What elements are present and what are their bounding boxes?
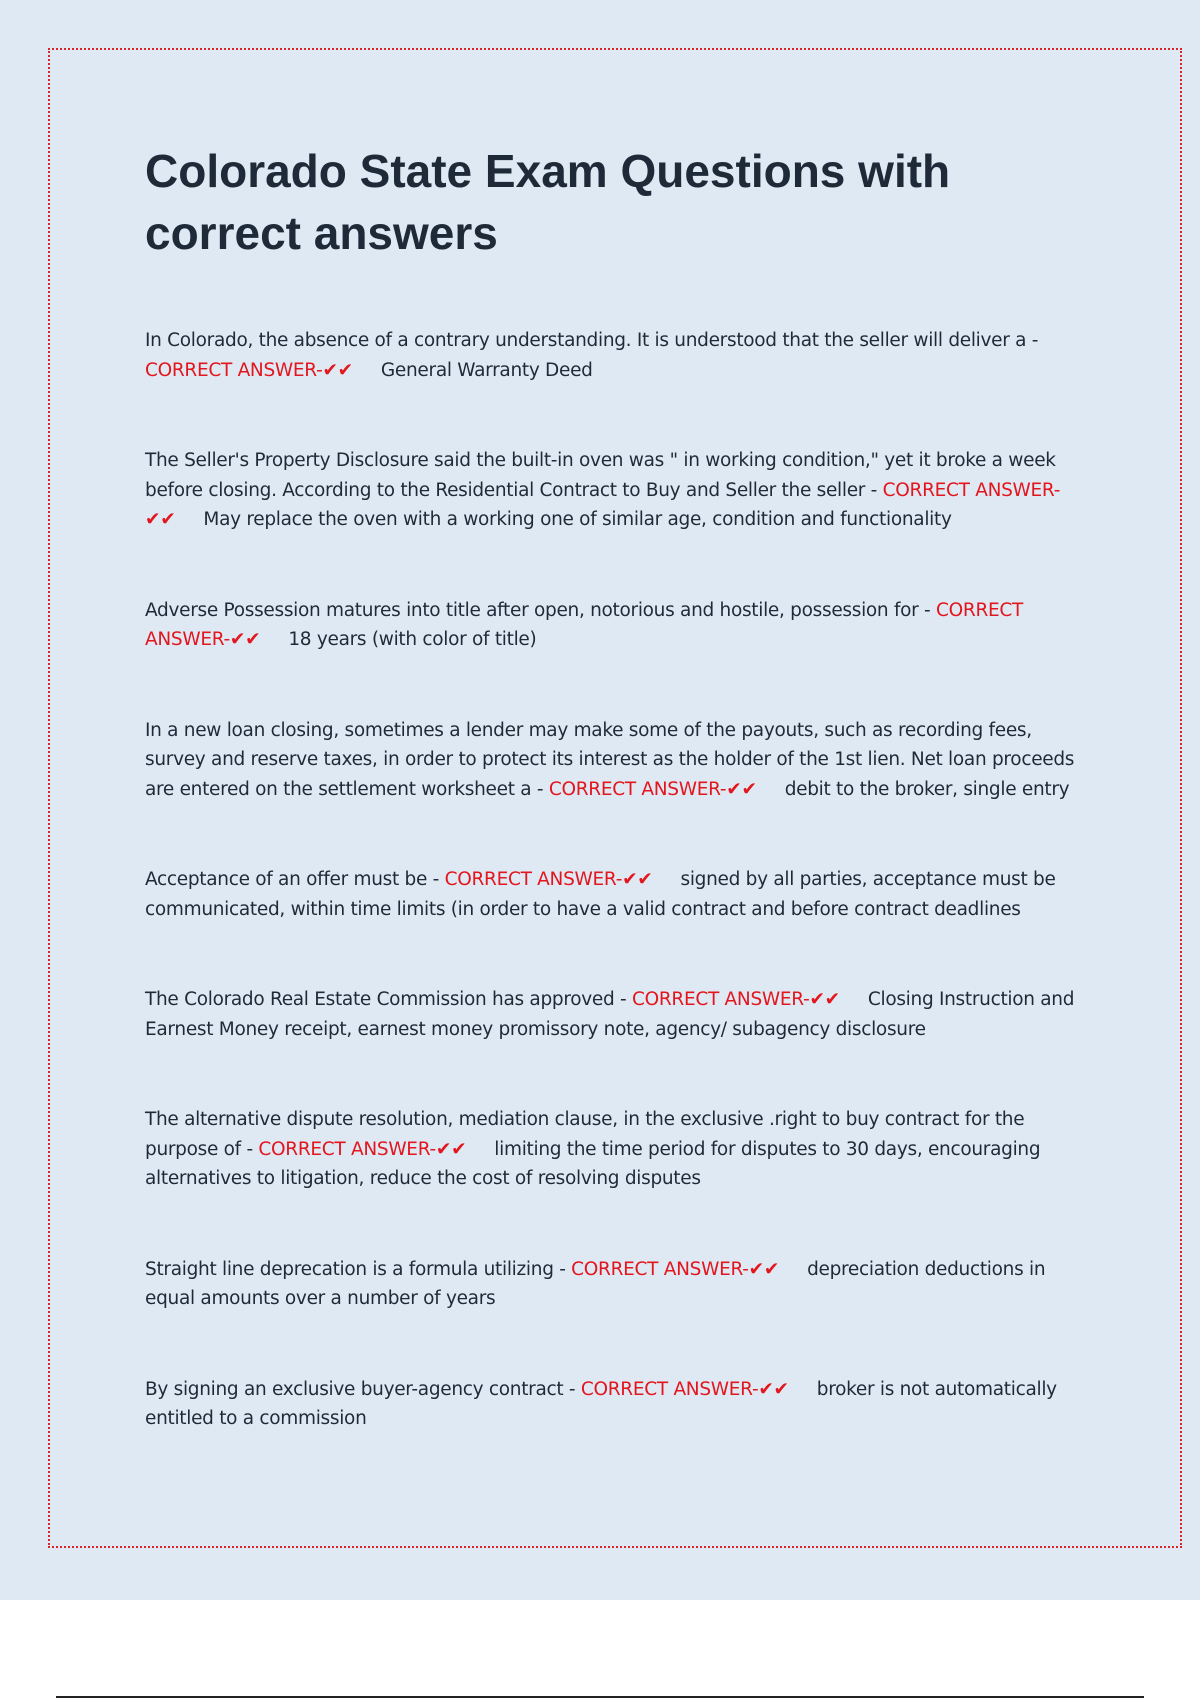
question-item: [145, 446, 1090, 535]
question-text: In Colorado, the absence of a contrary understanding. It is understood that the seller will deliver a -: [145, 330, 1039, 351]
correct-answer-marker: CORRECT ANSWER-✔✔: [580, 1378, 789, 1400]
document-title: Colorado State Exam Questions with correct answers: [145, 145, 951, 259]
question-item: [145, 1255, 1090, 1314]
question-item: [145, 326, 1090, 385]
correct-answer-marker: CORRECT ANSWER-✔✔: [258, 1138, 467, 1160]
answer-text: Closing Instruction and Earnest Money receipt, earnest money promissory note, agency/ subagency disclosure: [145, 989, 1075, 1040]
correct-answer-marker: CORRECT ANSWER-✔✔: [145, 599, 1024, 650]
answer-text: General Warranty Deed: [380, 359, 593, 381]
footer-divider: [56, 1696, 1144, 1698]
answer-text: limiting the time period for disputes to 30 days, encouraging alternatives to litigation, reduce the cost of resolving disputes: [145, 1138, 1041, 1189]
correct-answer-marker: CORRECT ANSWER-✔✔: [145, 359, 353, 381]
answer-text: signed by all parties, acceptance must be communicated, within time limits (in order to have a valid contract and before contract deadlines: [145, 869, 1056, 920]
answer-text: May replace the oven with a working one of similar age, condition and functionality: [203, 509, 952, 530]
question-text: The Seller's Property Disclosure said the built-in oven was " in working condition," yet it broke a week before closing. According to the Residential Contract to Buy and Seller the seller -: [145, 450, 1056, 501]
answer-text: broker is not automatically entitled to a commission: [145, 1378, 1057, 1429]
answer-text: debit to the broker, single entry: [784, 778, 1070, 800]
answer-text: 18 years (with color of title): [288, 629, 537, 650]
correct-answer-marker: CORRECT ANSWER-✔✔: [548, 778, 757, 800]
answer-text: depreciation deductions in equal amounts over a number of years: [145, 1258, 1046, 1309]
correct-answer-marker: CORRECT ANSWER-✔✔: [444, 869, 653, 890]
correct-answer-marker: CORRECT ANSWER-✔✔: [145, 479, 1061, 530]
question-text: Acceptance of an offer must be -: [145, 869, 445, 890]
question-item: [145, 1105, 1090, 1194]
question-text: The alternative dispute resolution, mediation clause, in the exclusive .right to buy contract for the purpose of -: [145, 1109, 1025, 1160]
correct-answer-marker: CORRECT ANSWER-✔✔: [571, 1258, 780, 1280]
correct-answer-marker: CORRECT ANSWER-✔✔: [631, 989, 840, 1010]
question-text: By signing an exclusive buyer-agency contract -: [145, 1378, 581, 1400]
question-item: [145, 865, 1090, 924]
question-item: [145, 596, 1090, 655]
question-text: In a new loan closing, sometimes a lender may make some of the payouts, such as recording fees, survey and reserve taxes, in order to protect its interest as the holder of the 1st lien. Net loan proceeds are entered on the settlement worksheet a -: [145, 719, 1075, 800]
question-text: Adverse Possession matures into title after open, notorious and hostile, possession for -: [145, 599, 937, 621]
question-item: [145, 716, 1090, 805]
question-list: [145, 326, 1090, 1434]
question-item: [145, 985, 1090, 1044]
question-text: The Colorado Real Estate Commission has approved -: [145, 989, 632, 1010]
question-text: Straight line deprecation is a formula utilizing -: [145, 1258, 572, 1280]
question-item: [145, 1375, 1090, 1434]
